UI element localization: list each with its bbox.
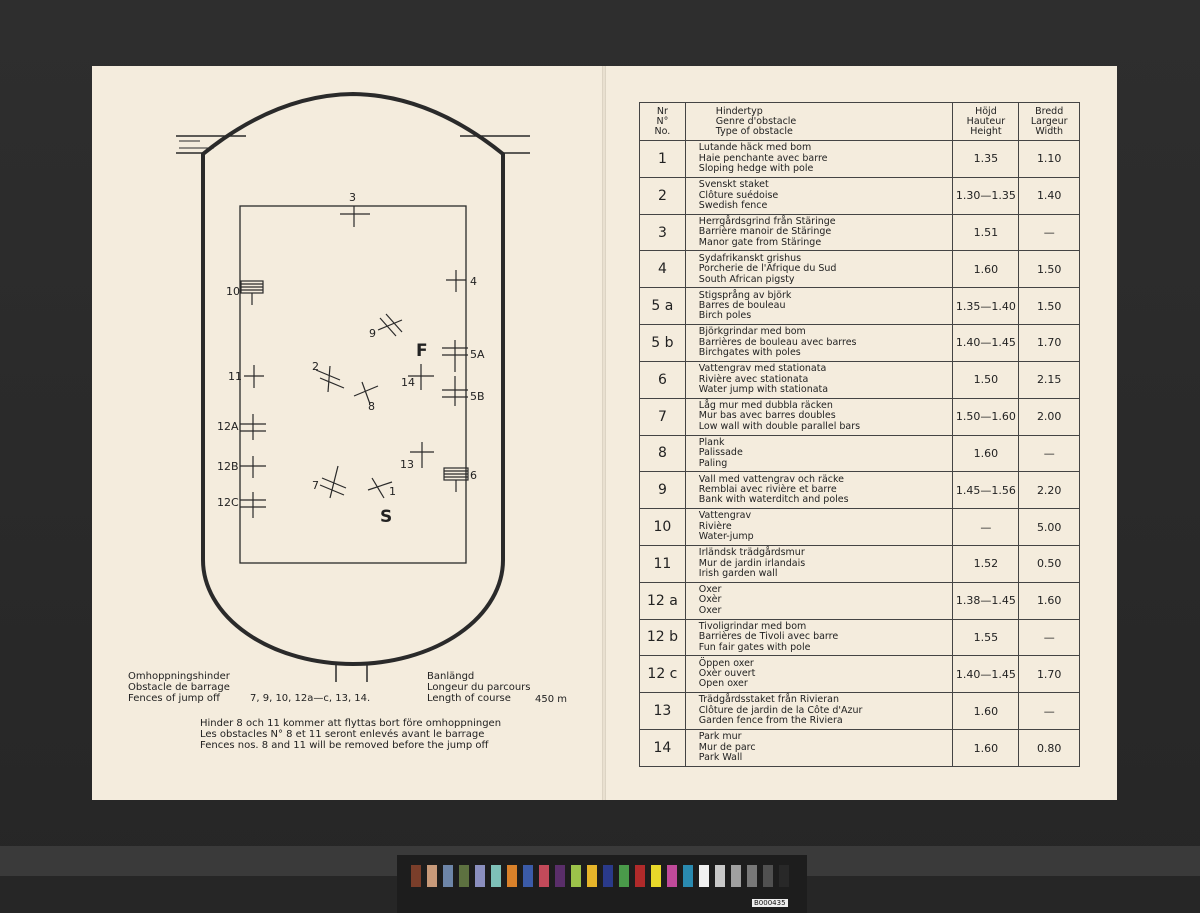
type-en: Garden fence from the Riviera bbox=[698, 715, 843, 727]
cell-nr: 4 bbox=[640, 251, 686, 288]
cell-width: 2.00 bbox=[1019, 398, 1080, 435]
cell-nr: 3 bbox=[640, 214, 686, 251]
map-label: 7 bbox=[312, 479, 319, 492]
table-row bbox=[640, 288, 1080, 325]
cell-width: 1.40 bbox=[1019, 177, 1080, 214]
start-marker: S bbox=[380, 507, 393, 527]
type-sv: Trädgårdsstaket från Rivieran bbox=[698, 694, 839, 706]
type-sv: Plank bbox=[698, 436, 725, 448]
type-fr: Palissade bbox=[698, 447, 743, 459]
type-fr: Mur bas avec barres doubles bbox=[698, 410, 836, 422]
table-header-row bbox=[640, 103, 1080, 141]
type-fr: Oxèr bbox=[698, 594, 722, 606]
type-fr: Rivière avec stationata bbox=[698, 373, 809, 385]
cell-type bbox=[685, 545, 953, 582]
jump-off-label-sv: Omhoppningshinder bbox=[128, 671, 230, 682]
type-fr: Mur de parc bbox=[698, 741, 756, 753]
removal-note bbox=[200, 718, 501, 751]
track-outline bbox=[203, 94, 503, 664]
table-row bbox=[640, 141, 1080, 178]
type-fr: Barrières de bouleau avec barres bbox=[698, 336, 857, 348]
cell-width: 1.50 bbox=[1019, 251, 1080, 288]
color-swatch bbox=[443, 865, 453, 887]
cell-height: 1.35—1.40 bbox=[953, 288, 1019, 325]
type-en: South African pigsty bbox=[698, 273, 795, 285]
cell-height: 1.60 bbox=[953, 730, 1019, 767]
map-label: 3 bbox=[349, 191, 356, 204]
course-length-label-sv: Banlängd bbox=[427, 671, 475, 682]
type-fr: Porcherie de l'Afrique du Sud bbox=[698, 263, 837, 275]
cell-height: — bbox=[953, 509, 1019, 546]
type-sv: Lutande häck med bom bbox=[698, 142, 812, 154]
cell-nr: 11 bbox=[640, 545, 686, 582]
type-en: Fun fair gates with pole bbox=[698, 641, 811, 653]
cell-type bbox=[685, 693, 953, 730]
cell-type bbox=[685, 288, 953, 325]
cell-width: 0.80 bbox=[1019, 730, 1080, 767]
type-sv: Vattengrav med stationata bbox=[698, 363, 827, 375]
table-row bbox=[640, 214, 1080, 251]
cell-nr: 5 a bbox=[640, 288, 686, 325]
type-sv: Tivoligrindar med bom bbox=[698, 620, 807, 632]
table-row bbox=[640, 435, 1080, 472]
type-sv: Oxer bbox=[698, 584, 722, 596]
type-fr: Rivière bbox=[698, 520, 732, 532]
cell-type bbox=[685, 214, 953, 251]
cell-height: 1.60 bbox=[953, 693, 1019, 730]
type-fr: Mur de jardin irlandais bbox=[698, 557, 806, 569]
cell-type bbox=[685, 141, 953, 178]
cell-width: 1.10 bbox=[1019, 141, 1080, 178]
type-en: Low wall with double parallel bars bbox=[698, 420, 861, 432]
table-row bbox=[640, 472, 1080, 509]
color-swatch bbox=[715, 865, 725, 887]
table-row bbox=[640, 656, 1080, 693]
map-label: 10 bbox=[226, 285, 240, 298]
cell-width: 0.50 bbox=[1019, 545, 1080, 582]
cell-height: 1.50—1.60 bbox=[953, 398, 1019, 435]
color-swatch bbox=[747, 865, 757, 887]
fence-9 bbox=[380, 318, 396, 336]
cell-height: 1.50 bbox=[953, 361, 1019, 398]
cell-width: 1.70 bbox=[1019, 656, 1080, 693]
type-en: Sloping hedge with pole bbox=[698, 163, 814, 175]
cell-height: 1.40—1.45 bbox=[953, 656, 1019, 693]
header-width: Bredd Largeur Width bbox=[1019, 103, 1080, 141]
color-swatch bbox=[523, 865, 533, 887]
type-fr: Haie penchante avec barre bbox=[698, 152, 828, 164]
cell-nr: 12 b bbox=[640, 619, 686, 656]
cell-height: 1.40—1.45 bbox=[953, 325, 1019, 362]
type-en: Irish garden wall bbox=[698, 568, 778, 580]
jump-off-label-en: Fences of jump off bbox=[128, 693, 220, 704]
type-en: Bank with waterditch and poles bbox=[698, 494, 849, 506]
table-row bbox=[640, 361, 1080, 398]
table-row bbox=[640, 509, 1080, 546]
color-swatch bbox=[571, 865, 581, 887]
color-swatch bbox=[763, 865, 773, 887]
type-fr: Clôture suédoise bbox=[698, 189, 779, 201]
cell-type bbox=[685, 619, 953, 656]
cell-type bbox=[685, 472, 953, 509]
color-swatch bbox=[427, 865, 437, 887]
type-en: Open oxer bbox=[698, 678, 748, 690]
cell-height: 1.52 bbox=[953, 545, 1019, 582]
cell-height: 1.38—1.45 bbox=[953, 582, 1019, 619]
type-en: Birch poles bbox=[698, 310, 752, 322]
cell-nr: 10 bbox=[640, 509, 686, 546]
header-height: Höjd Hauteur Height bbox=[953, 103, 1019, 141]
cell-width: 5.00 bbox=[1019, 509, 1080, 546]
table-row bbox=[640, 582, 1080, 619]
type-sv: Öppen oxer bbox=[698, 657, 754, 669]
cell-type bbox=[685, 582, 953, 619]
cell-nr: 12 c bbox=[640, 656, 686, 693]
cell-height: 1.51 bbox=[953, 214, 1019, 251]
map-label: 5B bbox=[470, 390, 485, 403]
cell-nr: 12 a bbox=[640, 582, 686, 619]
map-label: 12B bbox=[217, 460, 239, 473]
cell-nr: 13 bbox=[640, 693, 686, 730]
type-fr: Clôture de jardin de la Côte d'Azur bbox=[698, 704, 863, 716]
color-swatch bbox=[667, 865, 677, 887]
header-type: Hindertyp Genre d'obstacle Type of obstacle bbox=[685, 103, 953, 141]
type-sv: Vattengrav bbox=[698, 510, 752, 522]
type-en: Park Wall bbox=[698, 752, 743, 764]
type-sv: Stigsprång av björk bbox=[698, 289, 792, 301]
type-fr: Barrières de Tivoli avec barre bbox=[698, 631, 839, 643]
color-swatch bbox=[475, 865, 485, 887]
cell-nr: 8 bbox=[640, 435, 686, 472]
map-label: 14 bbox=[401, 376, 415, 389]
color-swatch bbox=[651, 865, 661, 887]
cell-width: 1.50 bbox=[1019, 288, 1080, 325]
cell-width: 2.20 bbox=[1019, 472, 1080, 509]
cell-height: 1.55 bbox=[953, 619, 1019, 656]
type-en: Swedish fence bbox=[698, 199, 768, 211]
type-sv: Irländsk trädgårdsmur bbox=[698, 547, 805, 559]
cell-width: 1.70 bbox=[1019, 325, 1080, 362]
map-label: 1 bbox=[389, 485, 396, 498]
type-sv: Vall med vattengrav och räcke bbox=[698, 473, 845, 485]
map-label: 6 bbox=[470, 469, 477, 482]
arena-rectangle bbox=[240, 206, 466, 563]
map-label: 8 bbox=[368, 400, 375, 413]
cell-type bbox=[685, 509, 953, 546]
type-en: Birchgates with poles bbox=[698, 347, 801, 359]
cell-nr: 14 bbox=[640, 730, 686, 767]
jump-off-label-fr: Obstacle de barrage bbox=[128, 682, 230, 693]
color-swatch bbox=[731, 865, 741, 887]
cell-type bbox=[685, 398, 953, 435]
fence-2 bbox=[316, 370, 340, 380]
cell-width: — bbox=[1019, 435, 1080, 472]
type-fr: Barrière manoir de Stäringe bbox=[698, 226, 832, 238]
course-length-block bbox=[427, 671, 531, 704]
type-en: Manor gate from Stäringe bbox=[698, 236, 822, 248]
map-label: 12C bbox=[217, 496, 239, 509]
cell-type bbox=[685, 656, 953, 693]
type-en: Oxer bbox=[698, 604, 722, 616]
cell-height: 1.60 bbox=[953, 435, 1019, 472]
obstacle-table bbox=[639, 102, 1080, 767]
removal-note-sv: Hinder 8 och 11 kommer att flyttas bort före omhoppningen bbox=[200, 718, 502, 729]
map-label: 9 bbox=[369, 327, 376, 340]
jump-off-block bbox=[128, 671, 230, 704]
course-length-value: 450 m bbox=[535, 694, 568, 705]
cell-width: 1.60 bbox=[1019, 582, 1080, 619]
color-calibration-card bbox=[397, 855, 807, 913]
cell-width: 2.15 bbox=[1019, 361, 1080, 398]
cell-type bbox=[685, 435, 953, 472]
map-label: 12A bbox=[217, 420, 239, 433]
table-row bbox=[640, 619, 1080, 656]
card-id: B000435 bbox=[754, 899, 786, 907]
cell-nr: 6 bbox=[640, 361, 686, 398]
map-label: 13 bbox=[400, 458, 414, 471]
table-row bbox=[640, 251, 1080, 288]
finish-marker: F bbox=[416, 341, 428, 361]
type-sv: Herrgårdsgrind från Stäringe bbox=[698, 215, 836, 227]
table-row bbox=[640, 730, 1080, 767]
cell-type bbox=[685, 251, 953, 288]
cell-nr: 5 b bbox=[640, 325, 686, 362]
cell-type bbox=[685, 325, 953, 362]
type-en: Paling bbox=[698, 457, 728, 469]
color-swatch bbox=[587, 865, 597, 887]
color-swatch bbox=[603, 865, 613, 887]
color-swatch bbox=[411, 865, 421, 887]
cell-height: 1.60 bbox=[953, 251, 1019, 288]
color-swatch bbox=[539, 865, 549, 887]
removal-note-fr: Les obstacles N° 8 et 11 seront enlevés avant le barrage bbox=[200, 729, 485, 740]
type-fr: Remblai avec rivière et barre bbox=[698, 484, 837, 496]
color-swatch bbox=[555, 865, 565, 887]
type-sv: Svenskt staket bbox=[698, 179, 769, 191]
type-fr: Oxèr ouvert bbox=[698, 668, 756, 680]
cell-nr: 7 bbox=[640, 398, 686, 435]
cell-type bbox=[685, 730, 953, 767]
type-en: Water jump with stationata bbox=[698, 383, 829, 395]
cell-type bbox=[685, 361, 953, 398]
color-swatch bbox=[507, 865, 517, 887]
type-sv: Sydafrikanskt grishus bbox=[698, 252, 802, 264]
table-row bbox=[640, 545, 1080, 582]
color-swatch bbox=[491, 865, 501, 887]
cell-type bbox=[685, 177, 953, 214]
type-en: Water-jump bbox=[698, 531, 754, 543]
cell-width: — bbox=[1019, 619, 1080, 656]
map-label: 11 bbox=[228, 370, 242, 383]
color-swatch bbox=[699, 865, 709, 887]
map-label: 5A bbox=[470, 348, 485, 361]
header-nr: Nr N° No. bbox=[640, 103, 686, 141]
cell-height: 1.30—1.35 bbox=[953, 177, 1019, 214]
color-swatch bbox=[619, 865, 629, 887]
type-sv: Björkgrindar med bom bbox=[698, 326, 806, 338]
cell-width: — bbox=[1019, 214, 1080, 251]
color-swatch bbox=[635, 865, 645, 887]
cell-height: 1.35 bbox=[953, 141, 1019, 178]
map-label: 4 bbox=[470, 275, 477, 288]
course-length-label-en: Length of course bbox=[427, 693, 511, 704]
type-sv: Låg mur med dubbla räcken bbox=[698, 399, 833, 411]
color-swatch bbox=[779, 865, 789, 887]
map-label: 2 bbox=[312, 360, 319, 373]
table-row bbox=[640, 398, 1080, 435]
cell-height: 1.45—1.56 bbox=[953, 472, 1019, 509]
cell-nr: 2 bbox=[640, 177, 686, 214]
cell-width: — bbox=[1019, 693, 1080, 730]
type-sv: Park mur bbox=[698, 731, 742, 743]
color-swatch bbox=[459, 865, 469, 887]
table-row bbox=[640, 177, 1080, 214]
table-row bbox=[640, 325, 1080, 362]
type-fr: Barres de bouleau bbox=[698, 299, 786, 311]
cell-nr: 9 bbox=[640, 472, 686, 509]
table-row bbox=[640, 693, 1080, 730]
course-length-label-fr: Longeur du parcours bbox=[427, 682, 531, 693]
jump-off-list: 7, 9, 10, 12a—c, 13, 14. bbox=[250, 693, 371, 704]
cell-nr: 1 bbox=[640, 141, 686, 178]
color-swatch bbox=[683, 865, 693, 887]
removal-note-en: Fences nos. 8 and 11 will be removed before the jump off bbox=[200, 740, 489, 751]
